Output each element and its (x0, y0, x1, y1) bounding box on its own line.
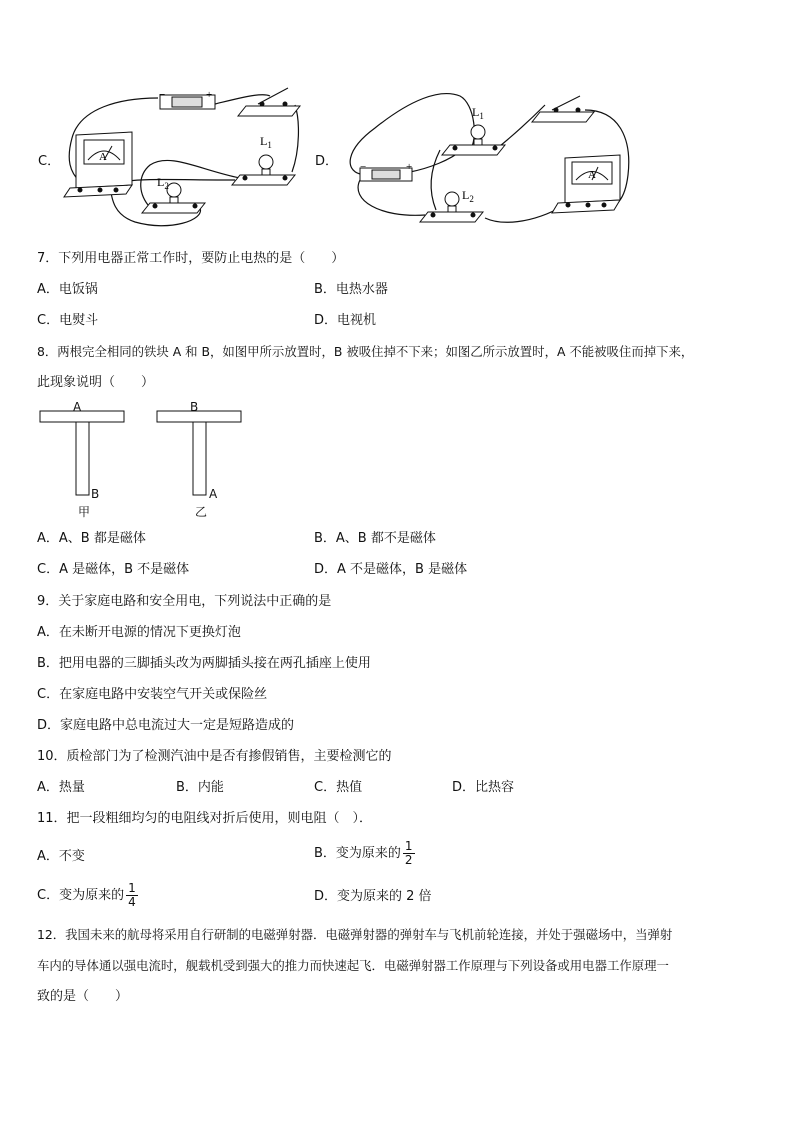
yi-vertical-bar (193, 422, 206, 495)
q9-option-b[interactable]: B．把用电器的三脚插头改为两脚插头接在两孔插座上使用 (37, 656, 371, 671)
q11-option-c-fraction: $\frac{1}{4}$ (128, 881, 136, 909)
q7-option-d[interactable]: D．电视机 (314, 313, 377, 328)
ammeter-symbol-d: A (588, 169, 596, 181)
yi-label-top: B (190, 400, 199, 414)
yi-caption: 乙 (195, 505, 208, 519)
lamp-l1-label-c: $L_1$ (260, 134, 272, 150)
lamp-l2-label-c: $L_2$ (157, 175, 169, 191)
q8-stem-line1: 8．两根完全相同的铁块 A 和 B，如图甲所示放置时，B 被吸住掉不下来；如图乙所示放置时，A 不能被吸住而掉下来， (37, 344, 694, 359)
q7-stem: 7．下列用电器正常工作时，要防止电热的是（ ） (37, 251, 345, 266)
jia-caption: 甲 (78, 505, 91, 519)
q10-option-d[interactable]: D．比热容 (452, 780, 515, 795)
q11-option-c[interactable] (37, 878, 138, 914)
q12-line1: 12．我国未来的航母将采用自行研制的电磁弹射器．电磁弹射器的弹射车与飞机前轮连接，并处于强磁场中，当弹射 (37, 927, 673, 942)
q9-option-d[interactable]: D．家庭电路中总电流过大一定是短路造成的 (37, 718, 295, 733)
q11-option-a[interactable]: A．不变 (37, 849, 85, 864)
battery-minus-d: − (360, 161, 367, 173)
option-d-label: D． (315, 154, 339, 169)
q11-option-d[interactable]: D．变为原来的 2 倍 (314, 889, 432, 904)
yi-label-bottom: A (209, 487, 218, 501)
q10-option-c[interactable]: C．热值 (314, 780, 363, 795)
q12-line3: 致的是（ ） (37, 989, 129, 1004)
battery-plus-d: + (406, 161, 413, 173)
q11-option-c-text: C．变为原来的 (37, 888, 125, 903)
q10-option-a[interactable]: A．热量 (37, 780, 85, 795)
q8-option-d[interactable]: D．A 不是磁体，B 是磁体 (314, 562, 468, 577)
ammeter-symbol-c: A (99, 151, 107, 163)
q10-option-b[interactable]: B．内能 (176, 780, 224, 795)
lamp-l1-label-d: $L_1$ (472, 105, 484, 121)
battery-minus-c: − (159, 89, 166, 101)
yi-horizontal-bar (157, 411, 241, 422)
jia-label-top: A (73, 400, 82, 414)
q8-option-b[interactable]: B．A、B 都不是磁体 (314, 531, 436, 546)
q7-option-c[interactable]: C．电熨斗 (37, 313, 99, 328)
q8-option-a[interactable]: A．A、B 都是磁体 (37, 531, 146, 546)
q7-option-b[interactable]: B．电热水器 (314, 282, 388, 297)
jia-label-bottom: B (91, 487, 100, 501)
q8-stem-line2: 此现象说明（ ） (37, 375, 155, 390)
q9-option-c[interactable]: C．在家庭电路中安装空气开关或保险丝 (37, 687, 268, 702)
lamp-l2-label-d: $L_2$ (462, 188, 474, 204)
option-c-label: C． (38, 154, 61, 169)
jia-horizontal-bar (40, 411, 124, 422)
q9-stem: 9．关于家庭电路和安全用电，下列说法中正确的是 (37, 594, 332, 609)
jia-vertical-bar (76, 422, 89, 495)
q9-option-a[interactable]: A．在未断开电源的情况下更换灯泡 (37, 625, 241, 640)
q10-stem: 10．质检部门为了检测汽油中是否有掺假销售，主要检测它的 (37, 749, 392, 764)
q11-option-b-fraction: $\frac{1}{2}$ (404, 839, 413, 867)
q11-option-b-text: B．变为原来的 (314, 846, 401, 861)
q11-option-b[interactable] (314, 836, 415, 872)
battery-plus-c: + (206, 89, 213, 101)
q11-stem: 11．把一段粗细均匀的电阻线对折后使用，则电阻（ ）． (37, 811, 373, 826)
q7-option-a[interactable]: A．电饭锅 (37, 282, 98, 297)
q8-option-c[interactable]: C．A 是磁体，B 不是磁体 (37, 562, 190, 577)
q12-line2: 车内的导体通以强电流时，舰载机受到强大的推力而快速起飞．电磁弹射器工作原理与下列设备或用电器工作原理一 (37, 958, 669, 973)
iron-bars-figure (0, 0, 794, 540)
